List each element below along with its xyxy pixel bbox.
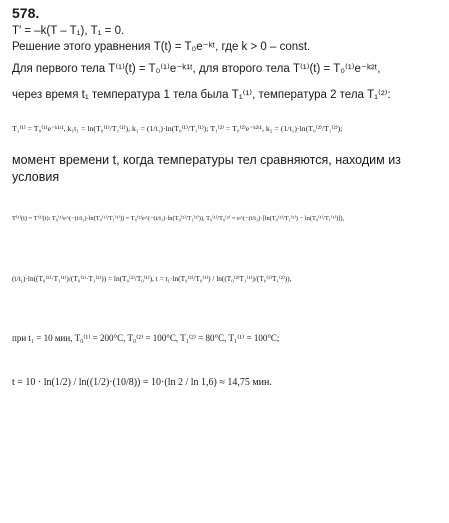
text-line-1: T′ = –k(T – T₁), T₁ = 0. — [12, 25, 125, 37]
text-line-7: условия — [12, 170, 60, 184]
formula-line-5: T₁⁽¹⁾ = T₀⁽¹⁾e⁻ᵏ¹ᵗ¹, k₁t₁ = ln(T₀⁽¹⁾/T₁⁽¹⁾), k₁ = (1/t₁)·ln(T₀⁽¹⁾/T₁⁽¹⁾); T₁⁽²⁾ = T₀⁽²⁾e⁻ᵏ²ᵗ¹, k₂ = (1/t₁)·ln(T₀⁽²⁾/T₁⁽²⁾); — [12, 124, 343, 133]
text-line-4: через время t₁ температура 1 тела была T₁⁽¹⁾, температура 2 тела T₁⁽²⁾: — [12, 89, 391, 101]
formula-line-11: t = 10 · ln(1/2) / ln((1/2)·(10/8)) = 10·(ln 2 / ln 1,6) ≈ 14,75 мин. — [12, 377, 272, 388]
formula-line-10: при t₁ = 10 мин, T₀⁽¹⁾ = 200°C, T₀⁽²⁾ = 100°C, T₁⁽²⁾ = 80°C, T₁⁽¹⁾ = 100°C; — [12, 333, 280, 343]
formula-line-9: (t/t₁)·ln((T₀⁽²⁾·T₁⁽¹⁾)/(T₀⁽¹⁾·T₁⁽²⁾)) = ln(T₀⁽²⁾/T₀⁽¹⁾), t = t₁·ln(T₀⁽²⁾/T₀⁽¹⁾) / ln((T₀⁽²⁾T₁⁽¹⁾)/(T₀⁽¹⁾T₁⁽²⁾)), — [12, 274, 292, 283]
problem-number: 578. — [12, 5, 40, 21]
text-line-3: Для первого тела T⁽¹⁾(t) = T₀⁽¹⁾e⁻ᵏ¹ᵗ, для второго тела T⁽¹⁾(t) = T₀⁽¹⁾e⁻ᵏ²ᵗ, — [12, 63, 381, 75]
formula-line-8: T⁽¹⁾(t) = T⁽²⁾(t): T₀⁽¹⁾e^(−(t/t₁)·ln(T₀⁽¹⁾/T₁⁽¹⁾)) = T₀⁽²⁾e^(−(t/t₁)·ln(T₀⁽²⁾/T₁⁽²⁾)), T₀⁽¹⁾/T₀⁽²⁾ = e^(−(t/t₁)·[ln(T₀⁽²⁾/T₁⁽²⁾) − ln(T₀⁽¹⁾/T₁⁽¹⁾)]), — [12, 215, 345, 222]
text-line-2: Решение этого уравнения T(t) = T₀e⁻ᵏᵗ, где k > 0 – const. — [12, 41, 311, 53]
text-line-6: момент времени t, когда температуры тел сравняются, находим из — [12, 153, 401, 167]
